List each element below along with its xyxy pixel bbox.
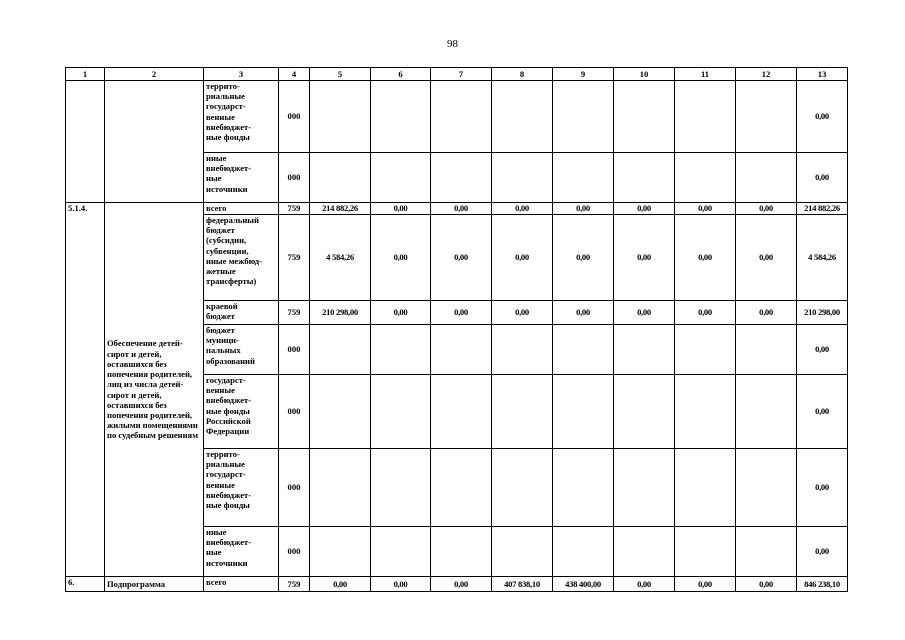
total-cell: 4 584,26: [797, 215, 848, 301]
empty-cell: [675, 375, 736, 449]
funding-source-cell: всего: [204, 203, 279, 215]
budget-code-cell: 000: [279, 81, 310, 153]
value-cell: 0,00: [431, 203, 492, 215]
column-header: 5: [310, 68, 371, 81]
table-row: [66, 203, 848, 215]
column-header: 10: [614, 68, 675, 81]
total-cell: 0,00: [797, 325, 848, 375]
funding-source-cell: иные внебюджет- ные источники: [204, 527, 279, 577]
empty-cell: [431, 375, 492, 449]
value-cell: 438 400,00: [553, 577, 614, 592]
value-cell: 0,00: [371, 577, 431, 592]
empty-cell: [371, 153, 431, 203]
value-cell: 407 838,10: [492, 577, 553, 592]
table-body: [66, 81, 848, 592]
budget-table: [65, 67, 848, 592]
total-cell: 0,00: [797, 375, 848, 449]
empty-cell: [736, 527, 797, 577]
empty-cell: [553, 81, 614, 153]
empty-cell: [614, 449, 675, 527]
empty-cell: [553, 153, 614, 203]
empty-cell: [431, 527, 492, 577]
empty-cell: [736, 153, 797, 203]
empty-cell: [431, 325, 492, 375]
section-description-cell: [105, 81, 204, 203]
section-number-cell: [66, 81, 105, 203]
empty-cell: [614, 375, 675, 449]
value-cell: 0,00: [371, 301, 431, 325]
total-cell: 0,00: [797, 527, 848, 577]
value-cell: 0,00: [675, 203, 736, 215]
value-cell: 0,00: [553, 301, 614, 325]
empty-cell: [492, 449, 553, 527]
empty-cell: [310, 449, 371, 527]
funding-source-cell: федеральный бюджет (субсидии, субвенции, иные межбюд- жетные трансферты): [204, 215, 279, 301]
empty-cell: [492, 527, 553, 577]
value-cell: 4 584,26: [310, 215, 371, 301]
value-cell: 0,00: [431, 215, 492, 301]
total-cell: 0,00: [797, 81, 848, 153]
empty-cell: [371, 449, 431, 527]
empty-cell: [614, 153, 675, 203]
empty-cell: [492, 325, 553, 375]
value-cell: 0,00: [736, 203, 797, 215]
budget-code-cell: 000: [279, 449, 310, 527]
empty-cell: [736, 375, 797, 449]
empty-cell: [431, 153, 492, 203]
value-cell: 0,00: [675, 301, 736, 325]
value-cell: 210 298,00: [310, 301, 371, 325]
value-cell: 214 882,26: [310, 203, 371, 215]
empty-cell: [736, 449, 797, 527]
budget-code-cell: 000: [279, 527, 310, 577]
column-header: 4: [279, 68, 310, 81]
table-row: [66, 81, 848, 153]
budget-code-cell: 759: [279, 203, 310, 215]
value-cell: 0,00: [431, 301, 492, 325]
empty-cell: [310, 325, 371, 375]
empty-cell: [371, 325, 431, 375]
value-cell: 0,00: [614, 301, 675, 325]
empty-cell: [675, 449, 736, 527]
value-cell: 0,00: [614, 577, 675, 592]
empty-cell: [553, 449, 614, 527]
column-header: 7: [431, 68, 492, 81]
total-cell: 210 298,00: [797, 301, 848, 325]
empty-cell: [492, 153, 553, 203]
budget-code-cell: 759: [279, 577, 310, 592]
empty-cell: [675, 81, 736, 153]
section-number-cell: 6.: [66, 577, 105, 592]
value-cell: 0,00: [675, 577, 736, 592]
value-cell: 0,00: [736, 577, 797, 592]
empty-cell: [310, 153, 371, 203]
header-row: [66, 68, 848, 81]
value-cell: 0,00: [736, 215, 797, 301]
empty-cell: [431, 81, 492, 153]
column-header: 1: [66, 68, 105, 81]
value-cell: 0,00: [553, 203, 614, 215]
funding-source-cell: всего: [204, 577, 279, 592]
empty-cell: [675, 325, 736, 375]
column-header: 2: [105, 68, 204, 81]
budget-code-cell: 000: [279, 375, 310, 449]
empty-cell: [371, 81, 431, 153]
section-description-cell: Обеспечение детей-сирот и детей, оставшихся без попечения родителей, лиц из числа детей-сирот и детей, оставшихся без попечения родителей, жилыми помещениями по судебным решениям: [105, 203, 204, 577]
empty-cell: [553, 325, 614, 375]
empty-cell: [736, 325, 797, 375]
empty-cell: [675, 153, 736, 203]
page-number: 98: [447, 38, 458, 50]
funding-source-cell: государст- венные внебюджет- ные фонды Российской Федерации: [204, 375, 279, 449]
value-cell: 0,00: [553, 215, 614, 301]
value-cell: 0,00: [492, 301, 553, 325]
empty-cell: [371, 375, 431, 449]
empty-cell: [492, 375, 553, 449]
empty-cell: [310, 375, 371, 449]
empty-cell: [310, 81, 371, 153]
value-cell: 0,00: [371, 203, 431, 215]
budget-code-cell: 759: [279, 215, 310, 301]
total-cell: 846 238,10: [797, 577, 848, 592]
funding-source-cell: террито- риальные государст- венные внебюджет- ные фонды: [204, 81, 279, 153]
section-number-cell: 5.1.4.: [66, 203, 105, 577]
empty-cell: [431, 449, 492, 527]
table-row: [66, 577, 848, 592]
empty-cell: [553, 527, 614, 577]
value-cell: 0,00: [492, 203, 553, 215]
empty-cell: [614, 325, 675, 375]
value-cell: 0,00: [431, 577, 492, 592]
empty-cell: [675, 527, 736, 577]
column-header: 6: [371, 68, 431, 81]
column-header: 13: [797, 68, 848, 81]
total-cell: 0,00: [797, 153, 848, 203]
value-cell: 0,00: [614, 215, 675, 301]
column-header: 11: [675, 68, 736, 81]
empty-cell: [492, 81, 553, 153]
value-cell: 0,00: [371, 215, 431, 301]
column-header: 12: [736, 68, 797, 81]
empty-cell: [310, 527, 371, 577]
section-description-cell: Подпрограмма: [105, 577, 204, 592]
total-cell: 0,00: [797, 449, 848, 527]
funding-source-cell: террито- риальные государст- венные внебюджет- ные фонды: [204, 449, 279, 527]
empty-cell: [553, 375, 614, 449]
budget-code-cell: 000: [279, 325, 310, 375]
empty-cell: [614, 527, 675, 577]
funding-source-cell: иные внебюджет- ные источники: [204, 153, 279, 203]
value-cell: 0,00: [614, 203, 675, 215]
value-cell: 0,00: [492, 215, 553, 301]
empty-cell: [614, 81, 675, 153]
value-cell: 0,00: [675, 215, 736, 301]
column-header: 3: [204, 68, 279, 81]
total-cell: 214 882,26: [797, 203, 848, 215]
column-header: 8: [492, 68, 553, 81]
budget-code-cell: 759: [279, 301, 310, 325]
empty-cell: [371, 527, 431, 577]
column-header: 9: [553, 68, 614, 81]
value-cell: 0,00: [310, 577, 371, 592]
budget-code-cell: 000: [279, 153, 310, 203]
empty-cell: [736, 81, 797, 153]
funding-source-cell: краевой бюджет: [204, 301, 279, 325]
funding-source-cell: бюджет муници- пальных образований: [204, 325, 279, 375]
value-cell: 0,00: [736, 301, 797, 325]
